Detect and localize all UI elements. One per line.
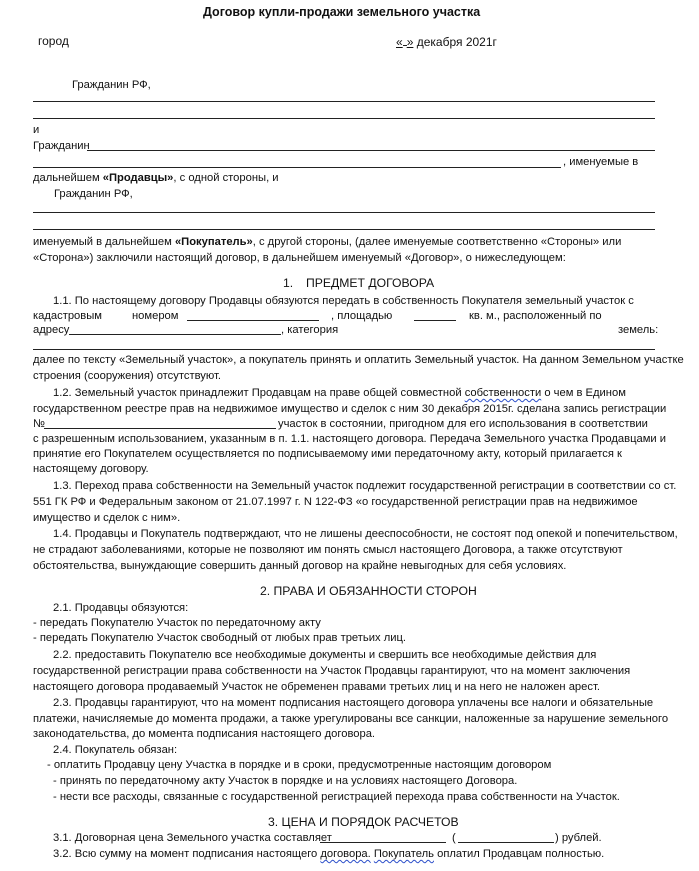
buyer-term: «Покупатель» <box>174 236 253 248</box>
sellers-term: «Продавцы» <box>102 172 174 184</box>
p1-2-text-b: собственности <box>464 387 542 399</box>
p2-3-line-1: 2.3. Продавцы гарантируют, что на момент подписания настоящего договора уплачены все налоги и обязательные <box>53 697 654 709</box>
date-quote-close: » <box>406 35 414 49</box>
p3-1-paren-open: ( <box>452 832 456 844</box>
p2-1: 2.1. Продавцы обязуются: <box>53 602 189 614</box>
p1-1-category: , категория <box>281 324 339 336</box>
sellers-prefix: дальнейшем <box>33 172 103 184</box>
buyer-line-2: «Сторона») заключили настоящий договор, в дальнейшем именуемый «Договор», о нижеследующем: <box>33 252 566 264</box>
p2-4: 2.4. Покупатель обязан: <box>53 744 178 756</box>
blank-line <box>33 212 655 213</box>
p1-4-line-3: обстоятельства, вынуждающие совершить данный договор на крайне невыгодных для себя условиях. <box>33 560 567 572</box>
blank-line <box>33 101 655 102</box>
sellers-line <box>33 171 279 185</box>
named-label: , именуемые в <box>563 156 639 168</box>
section-3-heading: 3. ЦЕНА И ПОРЯДОК РАСЧЕТОВ <box>268 815 459 829</box>
blank-line <box>33 118 655 119</box>
buyer-line-1 <box>33 235 621 249</box>
p1-1-line-1: 1.1. По настоящему договору Продавцы обязуются передать в собственность Покупателя земельный участок с <box>53 295 634 307</box>
p3-2-text-d: Покупатель <box>373 848 434 860</box>
buyer-prefix: именуемый в дальнейшем <box>33 236 175 248</box>
p1-3-line-1: 1.3. Переход права собственности на Земельный участок подлежит государственной регистрации в соответствии со ст. <box>53 480 677 492</box>
p1-1-address: адресу <box>33 324 70 336</box>
p2-4-bullet-3: - нести все расходы, связанные с государственной регистрацией перехода права собственности на Участок. <box>53 791 620 803</box>
p1-2-line-6: настоящему договору. <box>33 463 149 475</box>
p1-1-sqm: кв. м., расположенный по <box>469 310 602 322</box>
p2-3-line-3: законодательства, до момента подписания настоящего договора. <box>33 728 376 740</box>
p1-4-line-1: 1.4. Продавцы и Покупатель подтверждают, что не лишены дееспособности, не состоят под опекой и попечительством, <box>53 528 678 540</box>
p2-2-line-2: государственной регистрации права собственности на Участок Продавцы гарантируют, что на момент заключения <box>33 665 631 677</box>
p3-1-rubles: ) рублей. <box>555 832 602 844</box>
section-1-number: 1. <box>283 276 294 290</box>
cadastral-blank <box>187 320 319 321</box>
p3-2-text-e: оплатил Продавцам полностью. <box>434 848 605 860</box>
date-quote-open: « <box>396 35 403 49</box>
registration-blank <box>44 428 276 429</box>
p1-4-line-2: не страдают заболеваниями, которые не позволяют им понять смысл настоящего Договора, а также отсутствуют <box>33 544 623 556</box>
p1-2-text-c: о чем в Едином <box>541 387 626 399</box>
sellers-suffix: , с одной стороны, и <box>173 172 279 184</box>
date-text: декабря 2021г <box>413 35 497 49</box>
and-label: и <box>33 124 40 136</box>
blank-line <box>33 167 561 168</box>
p1-1-cadastral: кадастровым <box>33 310 102 322</box>
p2-2-line-3: настоящего договора продаваемый Участок не обременен правами третьих лиц и на него не наложен арест. <box>33 681 600 693</box>
p3-1-text: 3.1. Договорная цена Земельного участка составляет <box>53 832 332 844</box>
p1-2-text-a: 1.2. Земельный участок принадлежит Продавцам на праве общей совместной <box>53 387 465 399</box>
blank-line <box>33 349 655 350</box>
p2-1-bullet-1: - передать Покупателю Участок по передаточному акту <box>33 617 321 629</box>
address-blank <box>69 334 281 335</box>
p2-3-line-2: платежи, начисляемые до момента продажи, а также урегулированы все санкции, наложенные за нарушение земельного <box>33 713 669 725</box>
p3-2-text-a: 3.2. Всю сумму на момент подписания настоящего <box>53 848 321 860</box>
blank-line <box>33 229 655 230</box>
party-citizen-2: Гражданин <box>33 140 90 152</box>
p1-2-line-2: государственном реестре прав на недвижимое имущество и сделок с ним 30 декабря 2015г. сделана запись регистрации <box>33 403 667 415</box>
p3-2-text-b: договора. <box>320 848 371 860</box>
party-citizen-3: Гражданин РФ, <box>54 188 133 200</box>
p2-2-line-1: 2.2. предоставить Покупателю все необходимые документы и свершить все необходимые действия для <box>53 649 597 661</box>
blank-line <box>87 150 655 151</box>
p1-3-line-3: имущество и сделок с ним». <box>33 512 181 524</box>
section-2-heading: 2. ПРАВА И ОБЯЗАННОСТИ СТОРОН <box>260 584 477 598</box>
price-words-blank <box>458 842 554 843</box>
p1-2-line-3a: № <box>33 418 46 430</box>
section-1-heading: ПРЕДМЕТ ДОГОВОРА <box>306 276 435 290</box>
area-blank <box>414 320 456 321</box>
p2-4-bullet-1: - оплатить Продавцу цену Участка в порядке и в сроки, предусмотренные настоящим договором <box>47 759 552 771</box>
p1-2-line-1 <box>53 386 626 400</box>
buyer-suffix: , с другой стороны, (далее именуемые соответственно «Стороны» или <box>252 236 622 248</box>
city-label: город <box>38 34 69 48</box>
document-title: Договор купли-продажи земельного участка <box>203 5 481 19</box>
party-citizen-1: Гражданин РФ, <box>72 79 151 91</box>
p2-1-bullet-2: - передать Покупателю Участок свободный от любых прав третьих лиц. <box>33 632 406 644</box>
p1-2-line-5: принятие его Покупателем осуществляется по подписываемому ими передаточному акту, который прилагается к <box>33 448 622 460</box>
p2-4-bullet-2: - принять по передаточному акту Участок в порядке и на условиях настоящего Договора. <box>53 775 518 787</box>
p1-3-line-2: 551 ГК РФ и Федеральным законом от 21.07.1997 г. N 122-ФЗ «о государственной регистрации прав на недвижимое <box>33 496 638 508</box>
date-line <box>396 34 497 49</box>
price-blank <box>320 842 446 843</box>
p1-1-line-6: строения (сооружения) отсутствуют. <box>33 370 222 382</box>
p1-1-land: земель: <box>618 324 659 336</box>
p1-2-line-4: с разрешенным использованием, указанным в п. 1.1. настоящего договора. Передача Земельного участка Продавцами и <box>33 433 667 445</box>
p3-2-line <box>53 847 604 861</box>
p1-1-area: , площадью <box>331 310 393 322</box>
p1-2-line-3b: участок в состоянии, пригодном для его использования в соответствии <box>278 418 648 430</box>
p1-1-line-5: далее по тексту «Земельный участок», а покупатель принять и оплатить Земельный участок. На данном Земельном участке <box>33 354 684 366</box>
p1-1-number: номером <box>132 310 179 322</box>
